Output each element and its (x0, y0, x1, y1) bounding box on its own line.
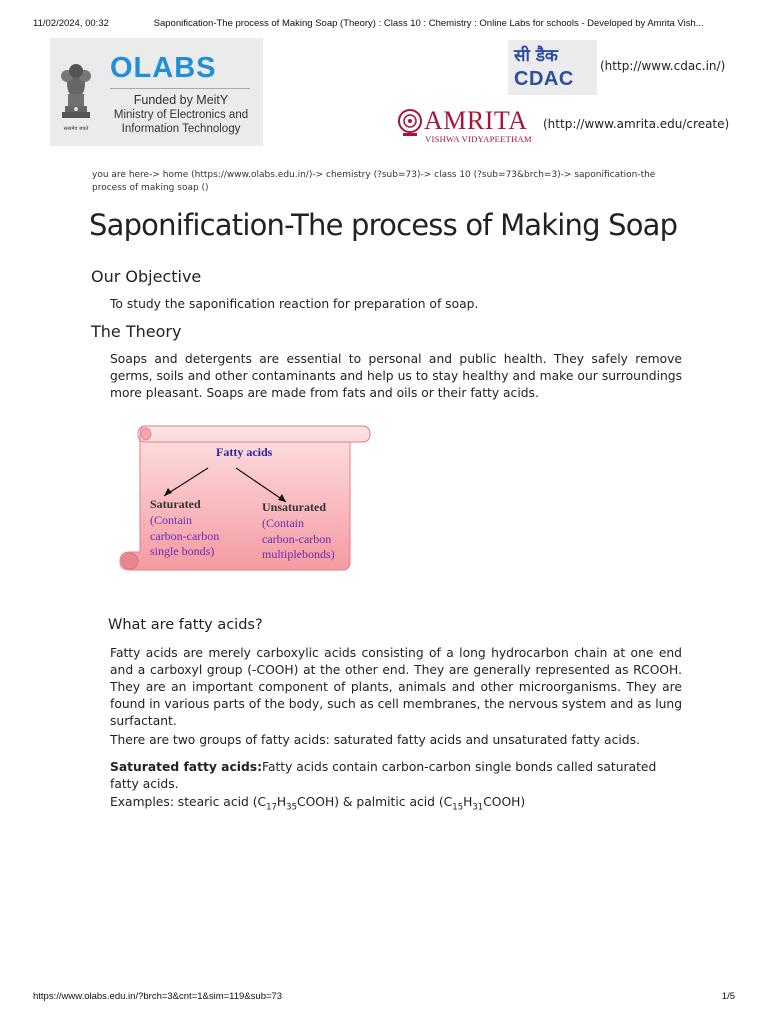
diagram-saturated-desc (150, 513, 219, 560)
cdac-hindi-text: सी डैक (514, 46, 558, 66)
palmitic-end: COOH) (483, 795, 526, 809)
theory-text: Soaps and detergents are essential to personal and public health. They safely remove germs, soils and other contaminants and help us to stay healthy and make our surroundings more pleasant. Soaps are made from fats and oils or their fatty acids. (110, 352, 682, 400)
funded-by-text: Funded by MeitY (133, 93, 229, 107)
diagram-saturated-label: Saturated (150, 497, 201, 511)
page-title: Saponification-The process of Making Soap (89, 208, 678, 242)
diagram-title: Fatty acids (216, 445, 273, 459)
stearic-sub-1: 17 (266, 802, 277, 813)
cdac-logo[interactable] (508, 40, 597, 95)
objective-heading: Our Objective (91, 267, 202, 286)
saturated-examples (110, 794, 682, 816)
national-emblem-icon (56, 54, 96, 134)
stearic-sub-2: 35 (286, 802, 297, 813)
stearic-mid: H (276, 795, 287, 809)
saturated-paragraph (110, 759, 682, 793)
print-header (33, 18, 735, 29)
cdac-wordmark: CDAC (514, 68, 574, 90)
objective-text: To study the saponification reaction for preparation of soap. (110, 297, 479, 311)
saturated-text: Fatty acids contain carbon-carbon single bonds called saturated fatty acids. (110, 760, 657, 791)
fatty-acids-heading: What are fatty acids? (108, 617, 263, 633)
diagram-unsaturated-desc-line: (Contain (262, 516, 304, 530)
amrita-emblem-icon (398, 108, 422, 138)
diagram-unsaturated-label: Unsaturated (262, 500, 327, 514)
palmitic-mid: H (463, 795, 473, 809)
print-footer (33, 991, 735, 1002)
fatty-acids-para-1: Fatty acids are merely carboxylic acids consisting of a long hydrocarbon chain at one end and a carboxyl group (-COOH) at the other end. They are generally represented as RCOOH. They are an important component of plants, animals and other microorganisms. They are found in various parts of the body, such as cell membranes, the nervous system and as lung surfactant. (110, 646, 682, 728)
olabs-wordmark: OLABS (110, 52, 217, 84)
footer-page-number: 1/5 (721, 991, 735, 1002)
footer-url: https://www.olabs.edu.in/?brch=3&cnt=1&sim=119&sub=73 (33, 991, 283, 1002)
stearic-end: COOH) & palmitic acid (C (297, 795, 453, 809)
olabs-logo[interactable] (50, 38, 263, 146)
breadcrumb[interactable]: you are here-> home (https://www.olabs.edu.in/)-> chemistry (?sub=73)-> class 10 (?sub=73&brch=3)-> saponification-the process of making soap () (92, 170, 656, 193)
amrita-subtitle: VISHWA VIDYAPEETHAM (425, 134, 532, 144)
ministry-text (102, 108, 260, 136)
print-title: Saponification-The process of Making Soap (Theory) : Class 10 : Chemistry : Online Labs for schools - Developed by Amrita Vish... (153, 18, 704, 29)
emblem-motto: सत्यमेव जयते (63, 126, 89, 132)
diagram-saturated-desc-line: (Contain (150, 513, 192, 527)
fatty-acids-diagram (118, 422, 372, 574)
diagram-unsaturated-desc-line: carbon-carbon (262, 531, 332, 546)
palmitic-sub-1: 15 (452, 802, 464, 813)
print-date: 11/02/2024, 00:32 (33, 18, 109, 29)
examples-prefix: Examples: stearic acid (C (110, 795, 267, 809)
ministry-line-1: Ministry of Electronics and (113, 109, 249, 121)
theory-heading: The Theory (91, 322, 182, 341)
diagram-saturated-desc-line: carbon-carbon (150, 528, 220, 543)
olabs-divider (110, 88, 250, 89)
diagram-saturated-desc-line: single bonds) (150, 544, 215, 558)
amrita-link[interactable]: (http://www.amrita.edu/create) (543, 117, 730, 131)
amrita-logo[interactable] (398, 106, 538, 146)
ministry-line-2: Information Technology (121, 123, 241, 135)
cdac-link[interactable]: (http://www.cdac.in/) (600, 59, 726, 73)
fatty-acids-para-2: There are two groups of fatty acids: saturated fatty acids and unsaturated fatty acids. (110, 733, 640, 747)
diagram-unsaturated-desc-line: multiplebonds) (262, 547, 335, 561)
palmitic-sub-2: 31 (472, 802, 484, 813)
amrita-wordmark: AMRITA (424, 106, 528, 135)
saturated-label: Saturated fatty acids: (110, 760, 262, 774)
diagram-unsaturated-desc (262, 516, 335, 563)
